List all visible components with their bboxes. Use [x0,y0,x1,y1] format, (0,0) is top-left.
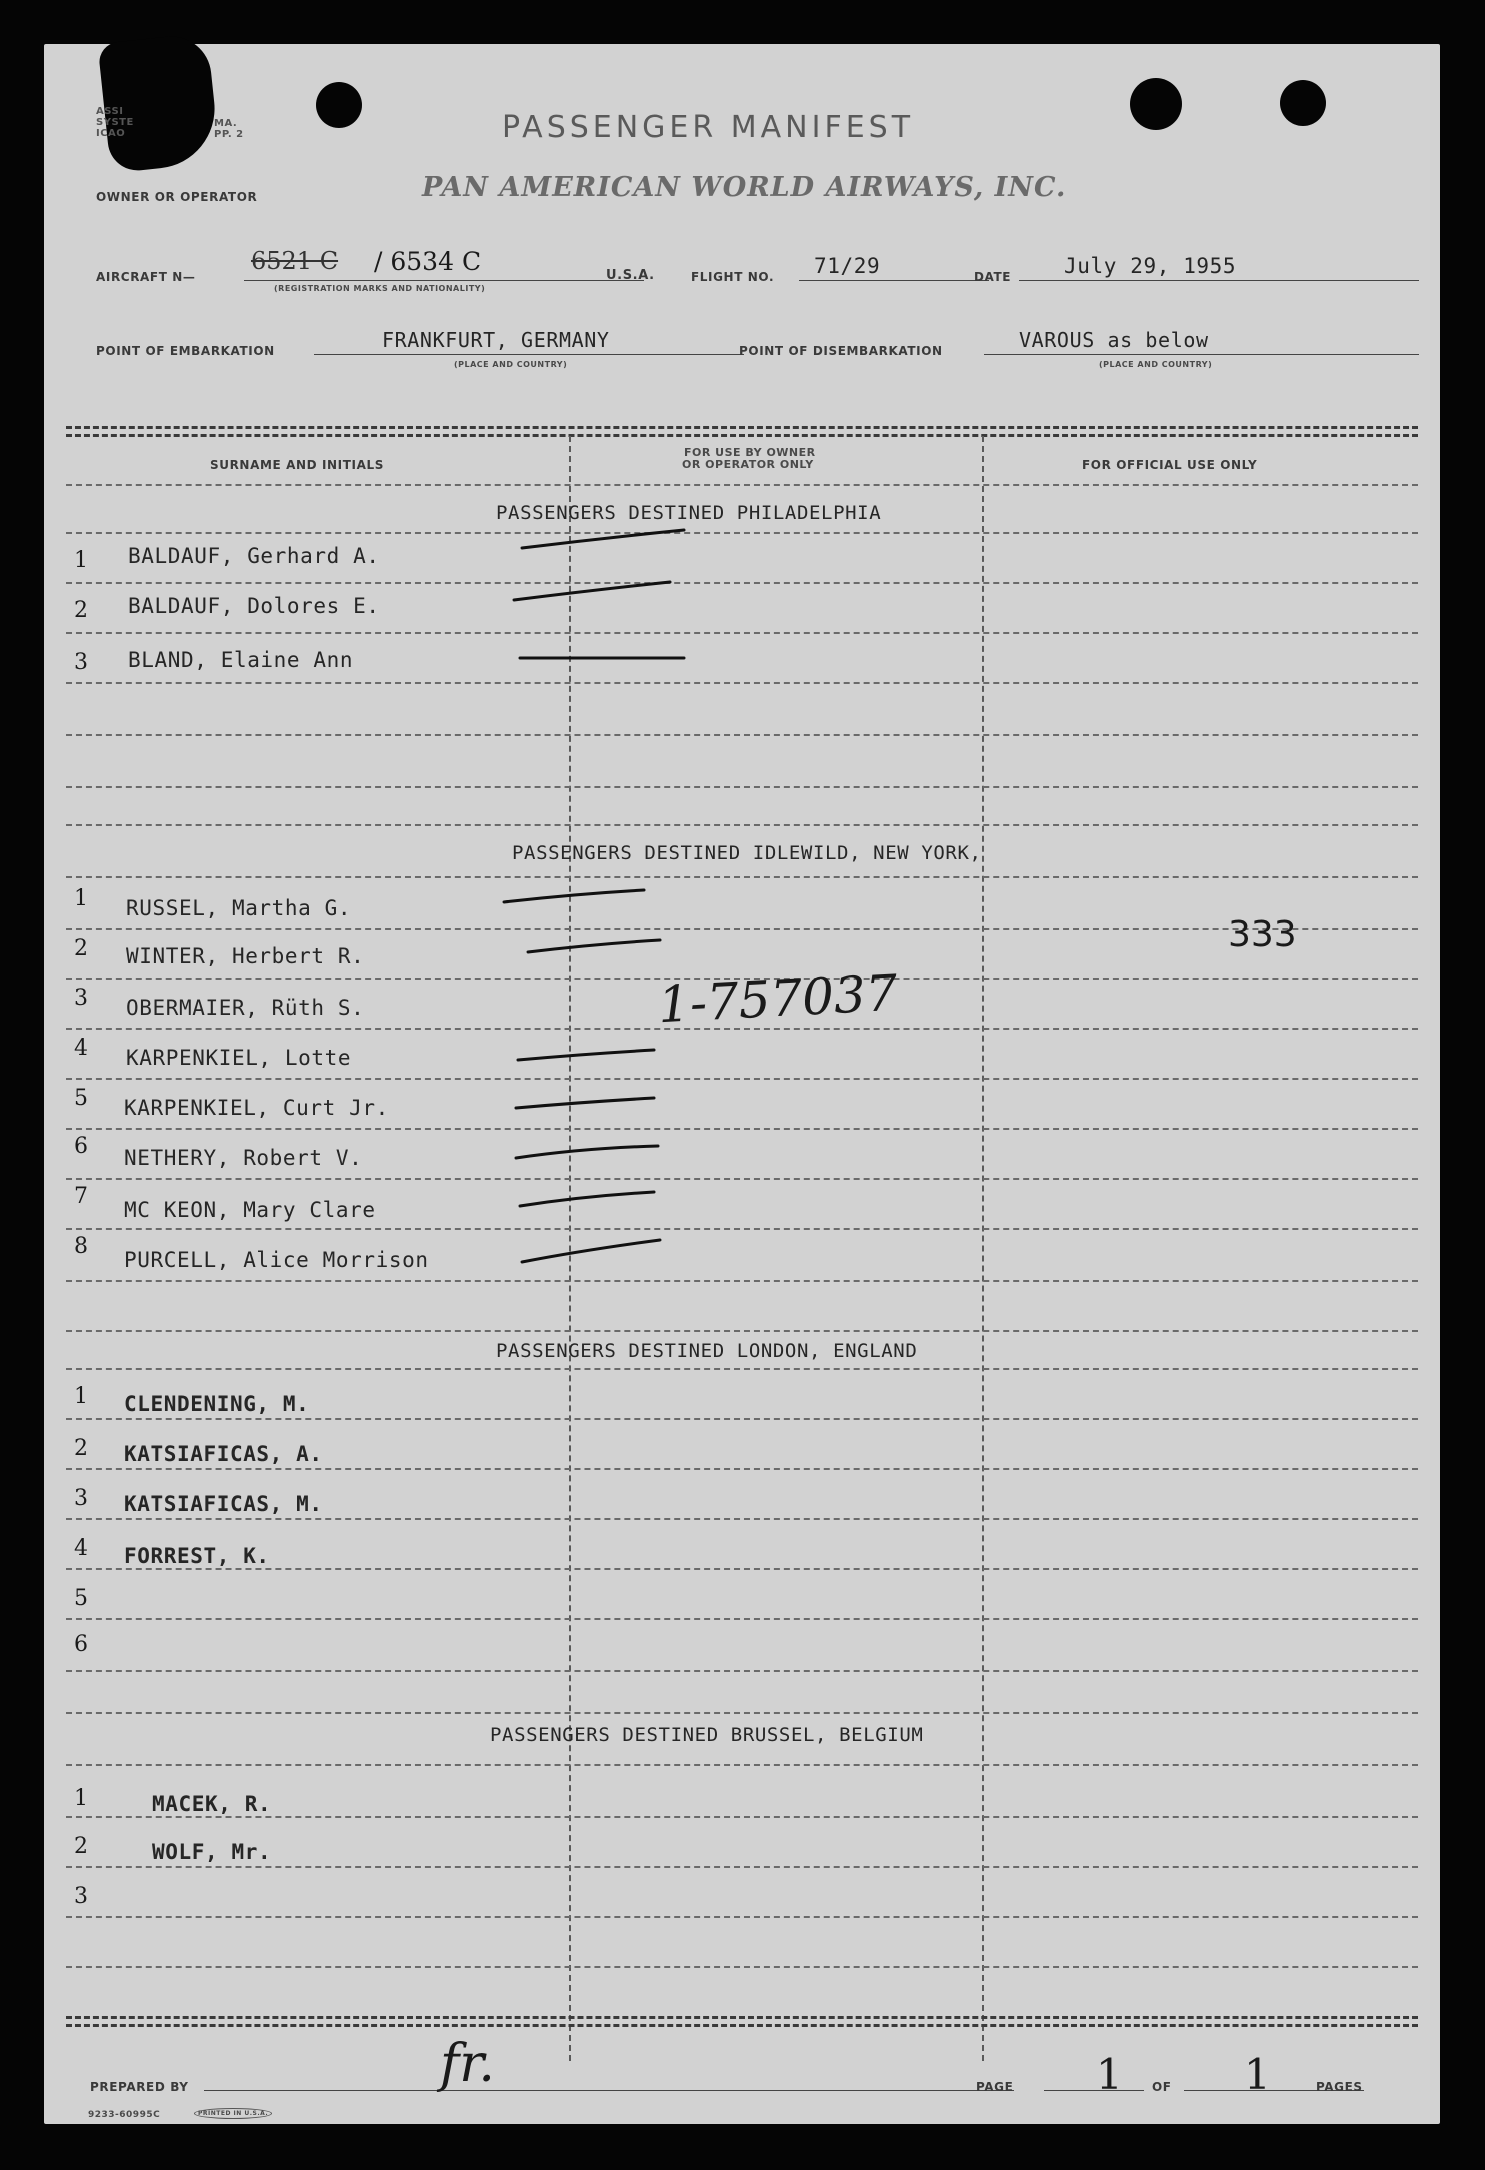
row-rule [66,1128,1418,1130]
passenger-name: MACEK, R. [152,1792,272,1816]
check-stroke [522,1240,660,1262]
corner-stamp-line: MA. [214,118,238,129]
row-rule [66,1568,1418,1570]
page-label: PAGE [976,2080,1014,2094]
passenger-name: KARPENKIEL, Curt Jr. [124,1096,389,1120]
disembarkation-underline [984,354,1419,355]
disembarkation-label: POINT OF DISEMBARKATION [739,344,943,358]
row-number: 7 [74,1184,88,1209]
row-number: 6 [74,1632,88,1657]
row-number: 1 [74,1384,88,1409]
row-number: 4 [74,1036,88,1061]
form-code: 9233-60995C [88,2110,161,2120]
row-number: 8 [74,1234,88,1259]
row-rule [66,1966,1418,1968]
printed-stamp: PRINTED IN U.S.A. [194,2108,272,2119]
punch-hole-left [316,82,362,128]
passenger-name: WOLF, Mr. [152,1840,272,1864]
table-bottom-rule [66,2016,1418,2019]
page-underline [1044,2090,1144,2091]
row-rule [66,484,1418,486]
row-rule [66,1178,1418,1180]
pages-label: PAGES [1316,2080,1363,2094]
corner-stamp-line: PP. 2 [214,129,244,140]
row-number: 5 [74,1586,88,1611]
row-number: 3 [74,1884,88,1909]
check-stroke [516,1098,654,1108]
passenger-name: CLENDENING, M. [124,1392,310,1416]
passenger-name: KATSIAFICAS, A. [124,1442,323,1466]
row-number: 4 [74,1536,88,1561]
row-rule [66,1866,1418,1868]
row-number: 2 [74,1834,88,1859]
table-top-rule [66,434,1418,437]
check-stroke [518,1050,654,1060]
row-rule [66,1468,1418,1470]
row-number: 6 [74,1134,88,1159]
embarkation-value: FRANKFURT, GERMANY [382,328,610,352]
pages-total: 1 [1244,2050,1271,2099]
aircraft-underline [244,280,644,281]
aircraft-struck: 6521 C [251,247,339,275]
row-number: 2 [74,936,88,961]
corner-stamp-line: ASSI [96,106,124,117]
row-rule [66,1670,1418,1672]
date-underline [1019,280,1419,281]
row-number: 1 [74,886,88,911]
passenger-name: PURCELL, Alice Morrison [124,1248,429,1272]
disembarkation-value: VAROUS as below [1019,328,1209,352]
row-number: 2 [74,1436,88,1461]
row-rule [66,1330,1418,1332]
row-number: 3 [74,986,88,1011]
torn-corner [98,33,221,174]
row-rule [66,1618,1418,1620]
aircraft-registration: / 6534 C [374,247,482,276]
table-top-rule [66,426,1418,429]
of-label: OF [1152,2080,1172,2094]
row-number: 5 [74,1086,88,1111]
row-rule [66,632,1418,634]
row-rule [66,876,1418,878]
corner-stamp [96,106,134,139]
section-heading: PASSENGERS DESTINED IDLEWILD, NEW YORK, [512,842,982,864]
column-header-name: SURNAME AND INITIALS [210,458,384,472]
page-title: PASSENGER MANIFEST [502,110,915,145]
corner-stamp-right [214,118,244,140]
row-rule [66,1078,1418,1080]
embarkation-underline [314,354,744,355]
row-rule [66,682,1418,684]
punch-hole-right-1 [1130,78,1182,130]
official-number: 333 [1228,914,1297,955]
row-rule [66,532,1418,534]
check-stroke [516,1146,658,1158]
check-stroke [528,940,660,952]
corner-stamp-line: ICAO [96,128,126,139]
row-rule [66,1764,1418,1766]
date-label: DATE [974,270,1012,284]
row-rule [66,824,1418,826]
row-rule [66,1916,1418,1918]
manifest-sheet [44,44,1440,2124]
row-number: 3 [74,650,88,675]
passenger-name: BALDAUF, Gerhard A. [128,544,380,568]
passenger-name: NETHERY, Robert V. [124,1146,363,1170]
row-rule [66,928,1418,930]
owner-label: OWNER OR OPERATOR [96,190,258,204]
check-stroke [514,582,670,600]
row-rule [66,1280,1418,1282]
embarkation-label: POINT OF EMBARKATION [96,344,275,358]
flight-underline [799,280,989,281]
section-heading: PASSENGERS DESTINED BRUSSEL, BELGIUM [490,1724,924,1746]
column-header-official: FOR OFFICIAL USE ONLY [1082,458,1258,472]
usa-label: U.S.A. [606,268,655,283]
disembarkation-caption: (PLACE AND COUNTRY) [1099,360,1213,369]
flight-label: FLIGHT NO. [691,270,775,284]
punch-hole-right-2 [1280,80,1326,126]
page-number: 1 [1096,2050,1123,2099]
row-rule [66,1518,1418,1520]
ticket-number: 1-757037 [656,963,899,1035]
row-number: 3 [74,1486,88,1511]
passenger-name: FORREST, K. [124,1544,270,1568]
row-rule [66,734,1418,736]
passenger-name: RUSSEL, Martha G. [126,896,352,920]
passenger-name: KARPENKIEL, Lotte [126,1046,352,1070]
passenger-name: OBERMAIER, Rüth S. [126,996,365,1020]
corner-stamp-line: SYSTE [96,117,134,128]
table-bottom-rule [66,2024,1418,2027]
flight-number: 71/29 [814,254,881,278]
check-stroke [504,890,644,902]
section-heading: PASSENGERS DESTINED PHILADELPHIA [496,502,882,524]
passenger-name: WINTER, Herbert R. [126,944,365,968]
row-rule [66,786,1418,788]
row-rule [66,1368,1418,1370]
column-header-owner-1: FOR USE BY OWNER [684,446,816,459]
prepared-by-mark: fr. [440,2034,495,2094]
column-header-owner-2: OR OPERATOR ONLY [682,458,814,471]
passenger-name: BALDAUF, Dolores E. [128,594,380,618]
flight-date: July 29, 1955 [1064,254,1237,278]
prepared-by-label: PREPARED BY [90,2080,189,2094]
check-stroke [520,1192,654,1206]
operator-name: PAN AMERICAN WORLD AIRWAYS, INC. [422,172,1067,203]
row-rule [66,1816,1418,1818]
row-rule [66,1418,1418,1420]
embarkation-caption: (PLACE AND COUNTRY) [454,360,568,369]
passenger-name: MC KEON, Mary Clare [124,1198,376,1222]
row-number: 2 [74,598,88,623]
passenger-name: BLAND, Elaine Ann [128,648,354,672]
passenger-name: KATSIAFICAS, M. [124,1492,323,1516]
section-heading: PASSENGERS DESTINED LONDON, ENGLAND [496,1340,918,1362]
prepared-by-underline [204,2090,1014,2091]
row-rule [66,582,1418,584]
row-rule [66,1712,1418,1714]
row-number: 1 [74,548,88,573]
registration-caption: (REGISTRATION MARKS AND NATIONALITY) [274,284,486,293]
aircraft-label: AIRCRAFT N— [96,270,196,284]
row-rule [66,1228,1418,1230]
row-number: 1 [74,1786,88,1811]
